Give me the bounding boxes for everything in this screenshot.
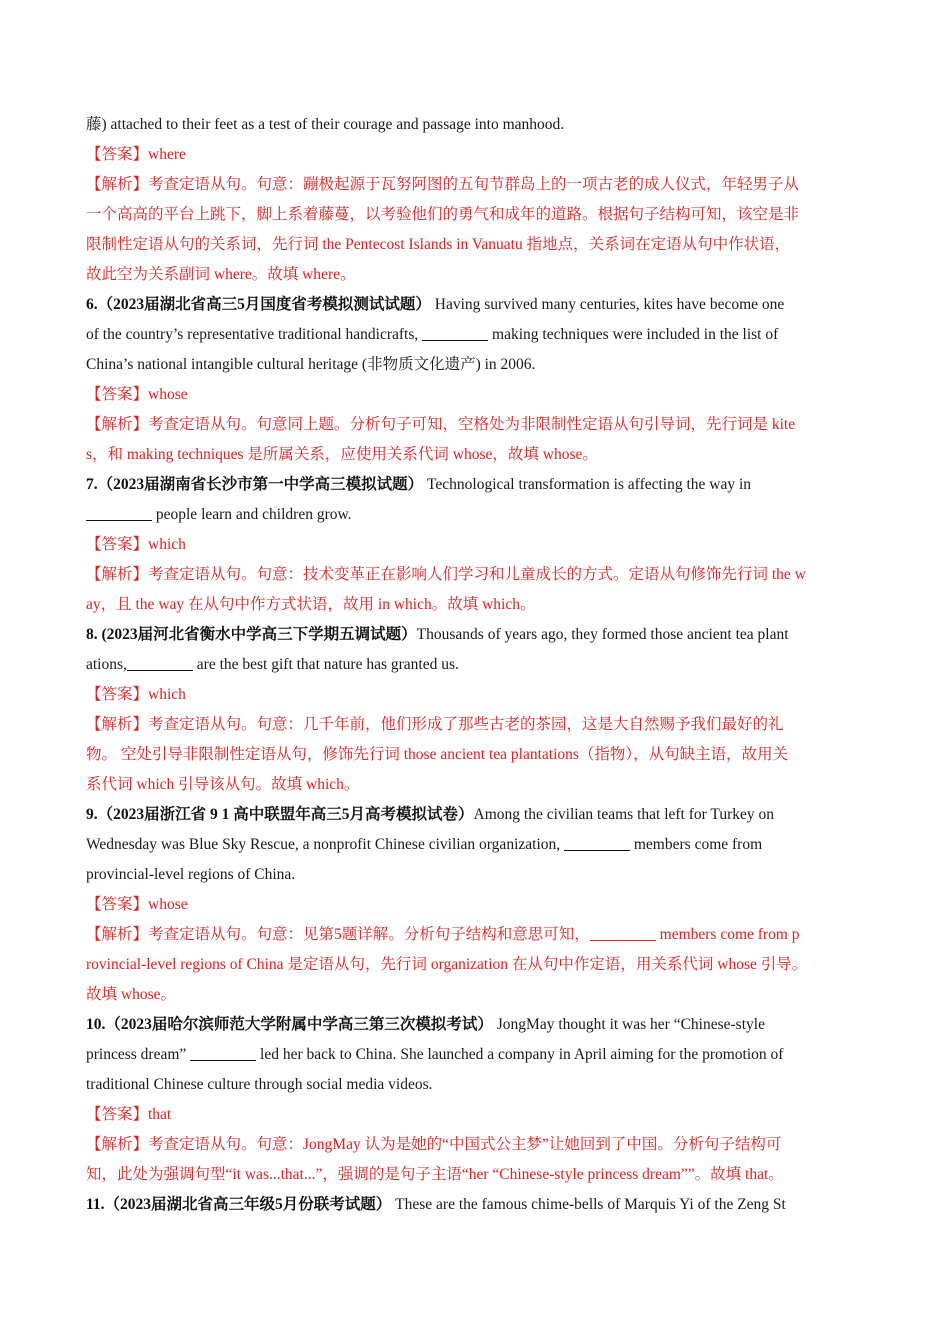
q7-text: Technological transformation is affecting the way in (423, 476, 752, 493)
q9-analysis-blank (590, 922, 656, 941)
q6-text: making techniques were included in the list of (488, 326, 779, 343)
q8-blank (127, 652, 193, 671)
q6-blank (422, 322, 488, 341)
q7-question-line (86, 500, 866, 530)
q8-answer: 【答案】which (86, 686, 186, 703)
q5-answer: 【答案】where (86, 146, 186, 163)
q8-analysis-line: 系代词 which 引导该从句。故填 which。 (86, 776, 360, 793)
q9-analysis-text: 【解析】考查定语从句。句意：见第5题详解。分析句子结构和意思可知， (86, 926, 590, 943)
q7-analysis-line: ay，且 the way 在从句中作方式状语，故用 in which。故填 which。 (86, 596, 536, 613)
q6-answer: 【答案】whose (86, 386, 188, 403)
q9-question-line: provincial-level regions of China. (86, 866, 296, 883)
q8-question-line (86, 620, 866, 650)
q10-answer: 【答案】that (86, 1106, 172, 1123)
q9-answer: 【答案】whose (86, 896, 188, 913)
q9-question-line (86, 800, 866, 830)
q11-heading: 11.（2023届湖北省高三年级5月份联考试题） (86, 1196, 392, 1213)
q9-text: Among the civilian teams that left for Turkey on (473, 806, 774, 823)
q11-text: These are the famous chime-bells of Marquis Yi of the Zeng St (391, 1196, 786, 1213)
q10-analysis-line: 【解析】考查定语从句。句意：JongMay 认为是她的“中国式公主梦”让她回到了中国。分析句子结构可 (86, 1136, 782, 1153)
q7-question-line (86, 470, 866, 500)
q10-blank (190, 1042, 256, 1061)
q10-question-line (86, 1040, 866, 1070)
q10-text: princess dream” (86, 1046, 191, 1063)
q6-question-line (86, 320, 866, 350)
q10-heading: 10.（2023届哈尔滨师范大学附属中学高三第三次模拟考试） (86, 1016, 493, 1033)
q5-analysis-line: 【解析】考查定语从句。句意：蹦极起源于瓦努阿图的五旬节群岛上的一项古老的成人仪式，年轻男子从 (86, 176, 800, 193)
q9-analysis-line: rovincial-level regions of China 是定语从句，先行词 organization 在从句中作定语，用关系代词 whose 引导。 (86, 956, 808, 973)
q8-analysis-line: 物。 空处引导非限制性定语从句，修饰先行词 those ancient tea plantations（指物），从句缺主语，故用关 (86, 746, 789, 763)
q11-question-line (86, 1190, 866, 1220)
q8-text: Thousands of years ago, they formed those ancient tea plant (416, 626, 789, 643)
q6-question-line (86, 290, 866, 320)
q10-question-line (86, 1010, 866, 1040)
q7-blank (86, 502, 152, 521)
q9-analysis-line (86, 920, 866, 950)
q5-analysis-line: 一个高高的平台上跳下，脚上系着藤蔓，以考验他们的勇气和成年的道路。根据句子结构可知，该空是非 (86, 206, 800, 223)
q9-text: Wednesday was Blue Sky Rescue, a nonprofit Chinese civilian organization, (86, 836, 564, 853)
q9-heading: 9.（2023届浙江省 9 1 高中联盟年高三5月高考模拟试卷） (86, 806, 474, 823)
q5-analysis-line: 限制性定语从句的关系词，先行词 the Pentecost Islands in Vanuatu 指地点，关系词在定语从句中作状语， (86, 236, 791, 253)
q6-text: of the country’s representative traditional handicrafts, (86, 326, 423, 343)
q9-text: members come from (630, 836, 763, 853)
q6-question-line: China’s national intangible cultural heritage (非物质文化遗产) in 2006. (86, 356, 536, 373)
document-body (86, 110, 866, 1220)
q7-analysis-line: 【解析】考查定语从句。句意：技术变革正在影响人们学习和儿童成长的方式。定语从句修饰先行词 the w (86, 566, 806, 583)
q10-text: JongMay thought it was her “Chinese-style (492, 1016, 765, 1033)
q8-text: ations, (86, 656, 127, 673)
q7-text: people learn and children grow. (152, 506, 352, 523)
q10-analysis-line: 知，此处为强调句型“it was...that...”，强调的是句子主语“her “Chinese-style princess dream””。故填 that。 (86, 1166, 784, 1183)
q9-blank (564, 832, 630, 851)
q6-text: Having survived many centuries, kites have become one (430, 296, 785, 313)
q7-answer: 【答案】which (86, 536, 186, 553)
q9-question-line (86, 830, 866, 860)
q6-analysis-line: s，和 making techniques 是所属关系，应使用关系代词 whose，故填 whose。 (86, 446, 598, 463)
q8-analysis-line: 【解析】考查定语从句。句意：几千年前，他们形成了那些古老的茶园，这是大自然赐予我们最好的礼 (86, 716, 784, 733)
q8-heading: 8. (2023届河北省衡水中学高三下学期五调试题） (86, 626, 417, 643)
q9-analysis-text: members come from p (655, 926, 800, 943)
q6-heading: 6.（2023届湖北省高三5月国度省考模拟测试试题） (86, 296, 431, 313)
q10-text: led her back to China. She launched a company in April aiming for the promotion of (256, 1046, 784, 1063)
q9-analysis-line: 故填 whose。 (86, 986, 176, 1003)
q8-text: are the best gift that nature has granted us. (192, 656, 459, 673)
q5-text-tail: 藤) attached to their feet as a test of their courage and passage into manhood. (86, 116, 565, 133)
q8-question-line (86, 650, 866, 680)
q6-analysis-line: 【解析】考查定语从句。句意同上题。分析句子可知，空格处为非限制性定语从句引导词，先行词是 kite (86, 416, 796, 433)
q7-heading: 7.（2023届湖南省长沙市第一中学高三模拟试题） (86, 476, 424, 493)
q10-question-line: traditional Chinese culture through social media videos. (86, 1076, 433, 1093)
q5-analysis-line: 故此空为关系副词 where。故填 where。 (86, 266, 356, 283)
